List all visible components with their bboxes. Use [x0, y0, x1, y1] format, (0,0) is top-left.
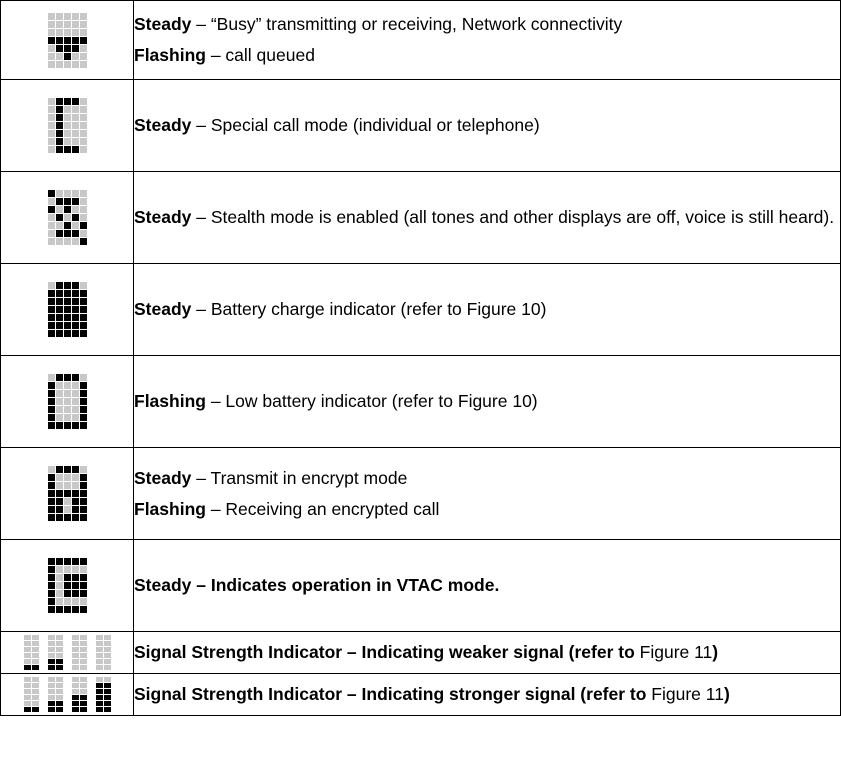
- bold-text: Steady: [134, 115, 192, 135]
- bold-text: ): [723, 684, 730, 704]
- indicator-row: [1, 1, 841, 80]
- indicator-icon-cell: [1, 356, 134, 448]
- indicator-row: [1, 172, 841, 264]
- bold-text: Flashing: [134, 45, 206, 65]
- indicator-description: [134, 356, 841, 448]
- strong-signal-indicator-icon: [1, 677, 133, 712]
- indicator-row: [1, 674, 841, 716]
- battery-charge-indicator-icon: [1, 282, 133, 337]
- text: – Stealth mode is enabled (all tones and other displays are off, voice is still heard).: [191, 207, 835, 227]
- description-line: [134, 684, 840, 705]
- description-line: [134, 468, 840, 489]
- indicator-description: [134, 448, 841, 540]
- bold-text: Signal Strength Indicator – Indicating weaker signal (refer to: [134, 642, 640, 662]
- indicator-row: [1, 632, 841, 674]
- vtac-mode-indicator-icon: [1, 558, 133, 613]
- description-line: [134, 14, 840, 35]
- indicator-icon-cell: [1, 674, 134, 716]
- text: – Low battery indicator (refer to Figure 10): [205, 391, 538, 411]
- indicator-icon-cell: [1, 540, 134, 632]
- text: – Special call mode (individual or telephone): [191, 115, 540, 135]
- indicator-row: [1, 356, 841, 448]
- indicator-icon-cell: [1, 264, 134, 356]
- text: – call queued: [205, 45, 315, 65]
- description-line: [134, 299, 840, 320]
- bold-text: Steady: [134, 299, 192, 319]
- indicator-row: [1, 264, 841, 356]
- indicator-description: [134, 1, 841, 80]
- text: – Transmit in encrypt mode: [191, 467, 408, 488]
- description-line: [134, 115, 840, 136]
- bold-text: Steady – Indicates operation in VTAC mode.: [134, 575, 500, 595]
- indicator-description: [134, 674, 841, 716]
- indicator-icon-cell: [1, 632, 134, 674]
- bold-text: Signal Strength Indicator – Indicating stronger signal (refer to: [134, 684, 652, 704]
- indicator-icon-cell: [1, 1, 134, 80]
- text: Figure 11: [651, 684, 724, 704]
- description-line: [134, 391, 840, 412]
- weak-signal-indicator-icon: [1, 635, 133, 670]
- description-line: [134, 207, 840, 228]
- indicator-icon-cell: [1, 172, 134, 264]
- bold-text: Steady: [134, 14, 192, 34]
- text: Figure 11: [639, 642, 713, 662]
- indicator-description: [134, 80, 841, 172]
- bold-text: Steady: [134, 207, 192, 227]
- description-line: [134, 45, 840, 66]
- busy-indicator-icon: [1, 13, 133, 68]
- low-battery-indicator-icon: [1, 374, 133, 429]
- description-line: [134, 575, 840, 596]
- indicator-description: [134, 172, 841, 264]
- indicator-row: [1, 540, 841, 632]
- bold-text: ): [712, 642, 719, 662]
- indicator-icon-cell: [1, 80, 134, 172]
- bold-text: Flashing: [134, 498, 206, 519]
- text: – Battery charge indicator (refer to Figure 10): [191, 299, 547, 319]
- encrypt-mode-indicator-icon: [1, 466, 133, 521]
- bold-text: Steady: [134, 467, 192, 488]
- description-line: [134, 642, 840, 663]
- special-call-indicator-icon: [1, 98, 133, 153]
- indicator-description: [134, 264, 841, 356]
- text: – “Busy” transmitting or receiving, Network connectivity: [191, 14, 623, 34]
- bold-text: Flashing: [134, 391, 206, 411]
- indicator-description: [134, 540, 841, 632]
- indicator-table-body: [1, 1, 841, 716]
- indicator-icon-cell: [1, 448, 134, 540]
- stealth-mode-indicator-icon: [1, 190, 133, 245]
- description-line: [134, 499, 840, 520]
- text: – Receiving an encrypted call: [205, 498, 440, 519]
- indicator-description: [134, 632, 841, 674]
- indicator-row: [1, 448, 841, 540]
- indicator-row: [1, 80, 841, 172]
